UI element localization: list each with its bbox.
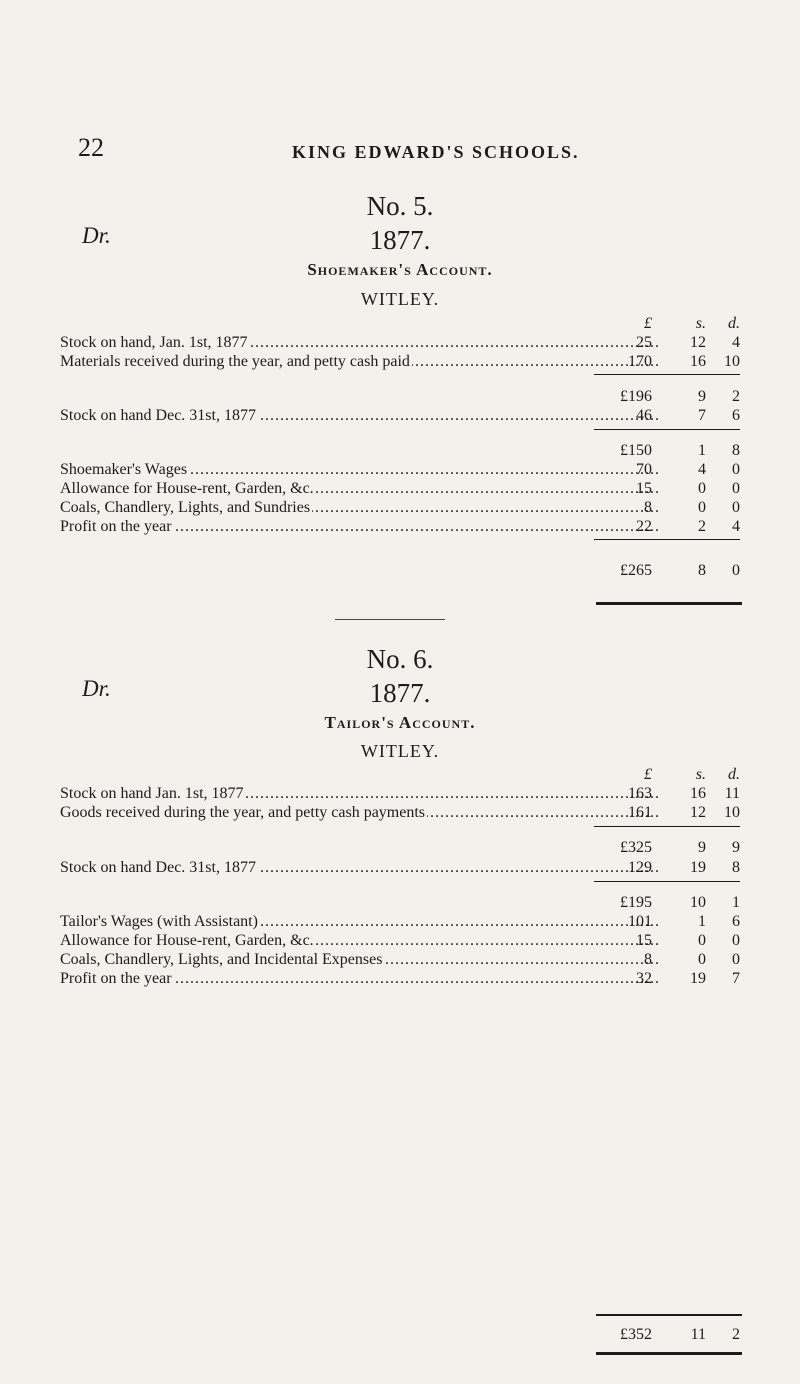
account6-number: No. 6. (366, 644, 434, 674)
pence: 10 (724, 804, 740, 821)
pounds: £196 (620, 388, 652, 405)
pence: 0 (732, 932, 740, 949)
total-row (60, 1325, 772, 1345)
pence: 0 (732, 461, 740, 478)
shillings: 7 (698, 407, 706, 424)
pence: 8 (732, 442, 740, 459)
shillings: 9 (698, 388, 706, 405)
pence-header: d. (728, 315, 740, 332)
account5-title: Shoemaker's Account. (307, 260, 493, 279)
pence: 6 (732, 913, 740, 930)
pence: 1 (732, 894, 740, 911)
pounds-header: £ (644, 315, 652, 332)
account6-dr: Dr. (82, 676, 111, 701)
pounds: 161 (628, 804, 652, 821)
ledger-row (60, 950, 772, 970)
account5-dr: Dr. (82, 223, 111, 248)
pounds-header: £ (644, 766, 652, 783)
sum-rule (594, 826, 740, 827)
account5-place: WITLEY. (360, 289, 440, 309)
row-label: Profit on the year (60, 518, 172, 535)
ledger-row (60, 969, 772, 989)
pence: 0 (732, 480, 740, 497)
row-label: Stock on hand Dec. 31st, 1877 (60, 859, 256, 876)
pence: 4 (732, 334, 740, 351)
row-label: Coals, Chandlery, Lights, and Incidental Expenses (60, 951, 383, 968)
sum-rule (594, 881, 740, 882)
pence: 0 (732, 562, 740, 579)
shillings: 16 (690, 785, 706, 802)
pounds: 101 (628, 913, 652, 930)
ledger-row (60, 803, 772, 823)
ledger-row (60, 784, 772, 804)
shillings: 0 (698, 480, 706, 497)
pounds: 163 (628, 785, 652, 802)
shillings: 10 (690, 894, 706, 911)
row-label: Materials received during the year, and petty cash paid (60, 353, 410, 370)
shillings: 0 (698, 499, 706, 516)
page-number: 22 (78, 133, 104, 162)
sum-rule (594, 539, 740, 540)
pounds: £150 (620, 442, 652, 459)
shillings: 2 (698, 518, 706, 535)
pence: 7 (732, 970, 740, 987)
pounds: 8 (644, 951, 652, 968)
ledger-row (60, 498, 772, 518)
shillings: 16 (690, 353, 706, 370)
sum-rule (596, 1314, 742, 1316)
pounds: 46 (636, 407, 652, 424)
pounds: 32 (636, 970, 652, 987)
row-label: Stock on hand Dec. 31st, 1877 (60, 407, 256, 424)
subtotal-row (60, 838, 772, 858)
shillings: 8 (698, 562, 706, 579)
shillings: 11 (690, 1326, 706, 1343)
ledger-row (60, 517, 772, 537)
section-separator (335, 619, 445, 620)
pence: 10 (724, 353, 740, 370)
pence-header: d. (728, 766, 740, 783)
ledger-row (60, 352, 772, 372)
total-double-rule (596, 1352, 742, 1355)
account6-title: Tailor's Account. (324, 713, 476, 732)
shillings: 1 (698, 913, 706, 930)
pounds: 22 (636, 518, 652, 535)
pounds: 70 (636, 461, 652, 478)
ledger-row (60, 858, 772, 878)
total-double-rule (596, 602, 742, 605)
row-label: Tailor's Wages (with Assistant) (60, 913, 258, 930)
pounds: 15 (636, 480, 652, 497)
row-label: Stock on hand Jan. 1st, 1877 (60, 785, 244, 802)
ledger-row (60, 406, 772, 426)
running-head: KING EDWARD'S SCHOOLS. (292, 142, 580, 162)
pence: 2 (732, 388, 740, 405)
ledger-row (60, 912, 772, 932)
account6-year: 1877. (369, 678, 431, 708)
pence: 0 (732, 499, 740, 516)
ledger-row (60, 931, 772, 951)
pounds: 15 (636, 932, 652, 949)
row-label: Allowance for House-rent, Garden, &c. (60, 932, 314, 949)
pence: 8 (732, 859, 740, 876)
pounds: 170 (628, 353, 652, 370)
account6-place: WITLEY. (360, 741, 440, 761)
ledger-row (60, 460, 772, 480)
shillings-header: s. (695, 766, 706, 783)
sum-rule (594, 374, 740, 375)
shillings: 0 (698, 932, 706, 949)
ledger-row (60, 479, 772, 499)
pounds: £325 (620, 839, 652, 856)
pounds: £195 (620, 894, 652, 911)
total-row (60, 561, 772, 581)
pence: 9 (732, 839, 740, 856)
account5-column-headers (60, 314, 772, 334)
account5-number: No. 5. (366, 191, 434, 221)
sum-rule (594, 429, 740, 430)
row-label: Stock on hand, Jan. 1st, 1877 (60, 334, 248, 351)
pounds: 129 (628, 859, 652, 876)
pounds: 8 (644, 499, 652, 516)
shillings: 12 (690, 334, 706, 351)
shillings: 19 (690, 970, 706, 987)
shillings: 0 (698, 951, 706, 968)
pounds: £265 (620, 562, 652, 579)
account6-column-headers (60, 765, 772, 785)
subtotal-row (60, 441, 772, 461)
shillings: 4 (698, 461, 706, 478)
row-label: Coals, Chandlery, Lights, and Sundries (60, 499, 311, 516)
row-label: Goods received during the year, and petty cash payments (60, 804, 426, 821)
pence: 6 (732, 407, 740, 424)
subtotal-row (60, 387, 772, 407)
pence: 0 (732, 951, 740, 968)
pence: 2 (732, 1326, 740, 1343)
pence: 11 (724, 785, 740, 802)
account5-year: 1877. (369, 225, 431, 255)
shillings: 1 (698, 442, 706, 459)
pounds: £352 (620, 1326, 652, 1343)
pence: 4 (732, 518, 740, 535)
pounds: 25 (636, 334, 652, 351)
shillings: 9 (698, 839, 706, 856)
row-label: Profit on the year (60, 970, 172, 987)
shillings: 12 (690, 804, 706, 821)
shillings-header: s. (695, 315, 706, 332)
ledger-row (60, 333, 772, 353)
row-label: Allowance for House-rent, Garden, &c. (60, 480, 314, 497)
shillings: 19 (690, 859, 706, 876)
row-label: Shoemaker's Wages (60, 461, 188, 478)
subtotal-row (60, 893, 772, 913)
